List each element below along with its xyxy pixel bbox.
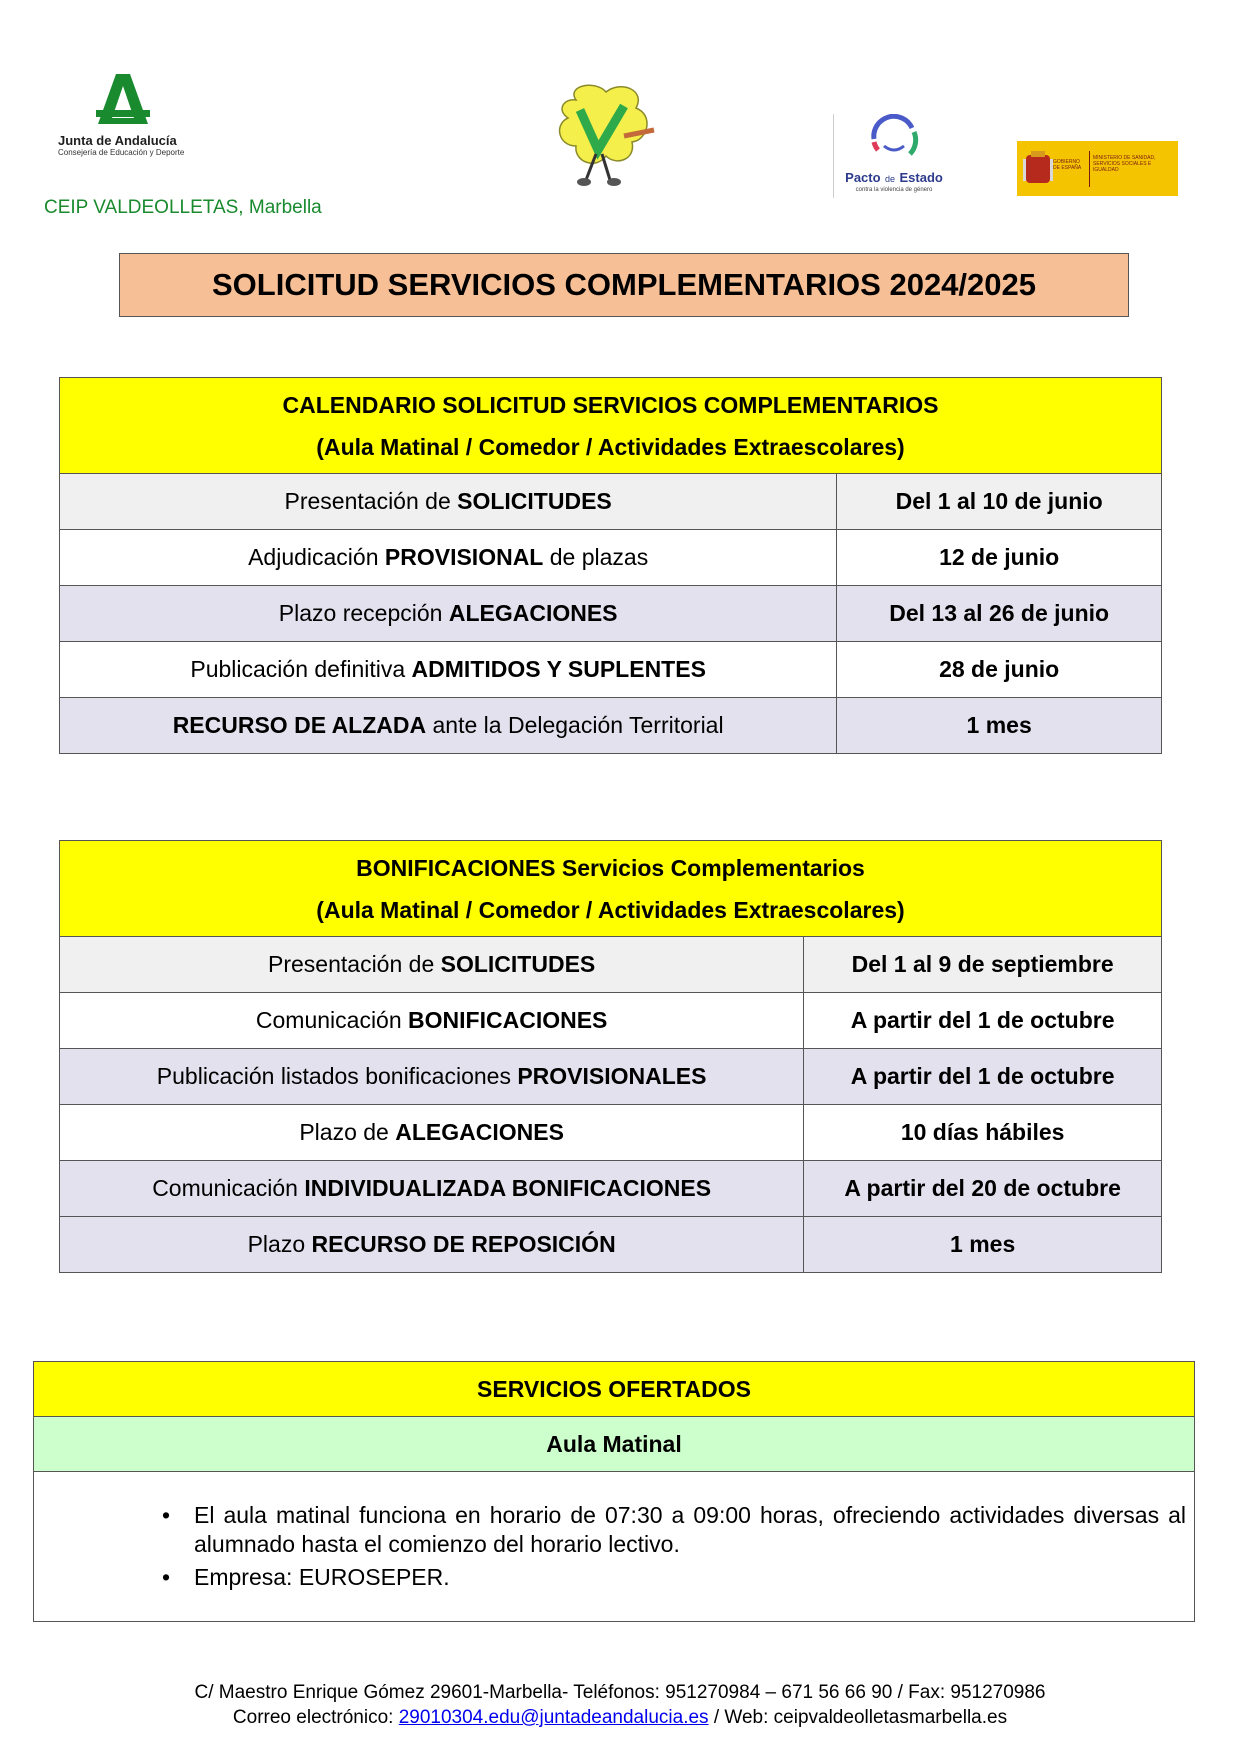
bonificaciones-date: A partir del 1 de octubre <box>804 993 1162 1049</box>
bonificaciones-date: A partir del 1 de octubre <box>804 1049 1162 1105</box>
bonificaciones-step: Publicación listados bonificaciones PROVISIONALES <box>60 1049 804 1105</box>
bonificaciones-step: Plazo de ALEGACIONES <box>60 1105 804 1161</box>
calendario-header <box>60 378 1162 474</box>
pacto-subtitle: contra la violencia de género <box>855 187 933 193</box>
junta-de-andalucia-logo <box>58 66 188 162</box>
calendario-step: RECURSO DE ALZADA ante la Delegación Territorial <box>60 698 837 754</box>
pacto-name-3: Estado <box>899 170 943 185</box>
bonificaciones-date: 10 días hábiles <box>804 1105 1162 1161</box>
footer-address: C/ Maestro Enrique Gómez 29601-Marbella- Teléfonos: 951270984 – 671 56 66 90 / Fax: 951270986 <box>194 1682 1046 1703</box>
spain-coat-of-arms-icon <box>1023 149 1053 189</box>
list-item: • El aula matinal funciona en horario de 07:30 a 09:00 horas, ofreciendo actividades diversas al alumnado hasta el comienzo del horario lectivo. <box>162 1502 1186 1557</box>
calendario-date: 12 de junio <box>837 530 1162 586</box>
calendario-header-line2: (Aula Matinal / Comedor / Actividades Extraescolares) <box>316 433 905 460</box>
bonificaciones-header-line2: (Aula Matinal / Comedor / Actividades Extraescolares) <box>316 896 905 923</box>
footer-contact: Correo electrónico: 29010304.edu@juntadeandalucia.es / Web: ceipvaldeolletasmarbella.es <box>232 1707 1008 1728</box>
calendario-step: Plazo recepción ALEGACIONES <box>60 586 837 642</box>
list-item: • Empresa: EUROSEPER. <box>162 1564 450 1590</box>
bullet-icon: • <box>162 1502 171 1528</box>
calendario-table <box>59 377 1162 754</box>
calendario-header-line1: CALENDARIO SOLICITUD SERVICIOS COMPLEMENTARIOS <box>282 391 939 418</box>
bonificaciones-step: Comunicación BONIFICACIONES <box>60 993 804 1049</box>
junta-emblem-icon <box>58 66 188 128</box>
calendario-date: Del 1 al 10 de junio <box>837 474 1162 530</box>
calendario-date: Del 13 al 26 de junio <box>837 586 1162 642</box>
email-link[interactable]: 29010304.edu@juntadeandalucia.es <box>398 1707 709 1728</box>
table-row <box>60 1105 1162 1161</box>
calendario-step: Publicación definitiva ADMITIDOS Y SUPLENTES <box>60 642 837 698</box>
table-row <box>60 937 1162 993</box>
table-row <box>60 698 1162 754</box>
pacto-name-2: de <box>885 174 896 184</box>
table-row <box>60 642 1162 698</box>
bonificaciones-header-line1: BONIFICACIONES Servicios Complementarios <box>356 854 865 881</box>
gobierno-text: GOBIERNO DE ESPAÑA <box>1053 159 1082 171</box>
school-name: CEIP VALDEOLLETAS, Marbella <box>44 197 322 218</box>
table-row <box>60 474 1162 530</box>
table-row <box>60 1217 1162 1273</box>
servicios-body <box>34 1472 1195 1622</box>
calendario-date: 1 mes <box>837 698 1162 754</box>
bonificaciones-date: Del 1 al 9 de septiembre <box>804 937 1162 993</box>
bonificaciones-date: 1 mes <box>804 1217 1162 1273</box>
school-mascot-icon <box>536 80 664 190</box>
servicios-list <box>34 1501 1194 1592</box>
junta-name: Junta de Andalucía <box>58 133 177 148</box>
page-title: SOLICITUD SERVICIOS COMPLEMENTARIOS 2024/2025 <box>119 253 1129 317</box>
table-row <box>60 1161 1162 1217</box>
servicios-subheader: Aula Matinal <box>34 1417 1195 1472</box>
pacto-circle-icon <box>834 114 954 164</box>
bonificaciones-header <box>60 841 1162 937</box>
bonificaciones-step: Presentación de SOLICITUDES <box>60 937 804 993</box>
bonificaciones-step: Plazo RECURSO DE REPOSICIÓN <box>60 1217 804 1273</box>
footer <box>0 1680 1240 1730</box>
calendario-step: Presentación de SOLICITUDES <box>60 474 837 530</box>
table-row <box>60 1049 1162 1105</box>
table-row <box>60 586 1162 642</box>
bonificaciones-step: Comunicación INDIVIDUALIZADA BONIFICACIONES <box>60 1161 804 1217</box>
bonificaciones-date: A partir del 20 de octubre <box>804 1161 1162 1217</box>
servicios-table <box>33 1361 1195 1622</box>
calendario-date: 28 de junio <box>837 642 1162 698</box>
table-row <box>60 530 1162 586</box>
junta-consejeria: Consejería de Educación y Deporte <box>58 148 185 157</box>
bonificaciones-table <box>59 840 1162 1273</box>
table-row <box>60 993 1162 1049</box>
ministerio-text: MINISTERIO DE SANIDAD, SERVICIOS SOCIALES E IGUALDAD <box>1093 155 1156 173</box>
pacto-name-1: Pacto <box>845 170 881 185</box>
pacto-de-estado-logo <box>833 114 954 198</box>
servicios-header: SERVICIOS OFERTADOS <box>34 1362 1195 1417</box>
gobierno-de-espana-logo <box>1017 141 1178 196</box>
bullet-icon: • <box>162 1564 171 1590</box>
calendario-step: Adjudicación PROVISIONAL de plazas <box>60 530 837 586</box>
